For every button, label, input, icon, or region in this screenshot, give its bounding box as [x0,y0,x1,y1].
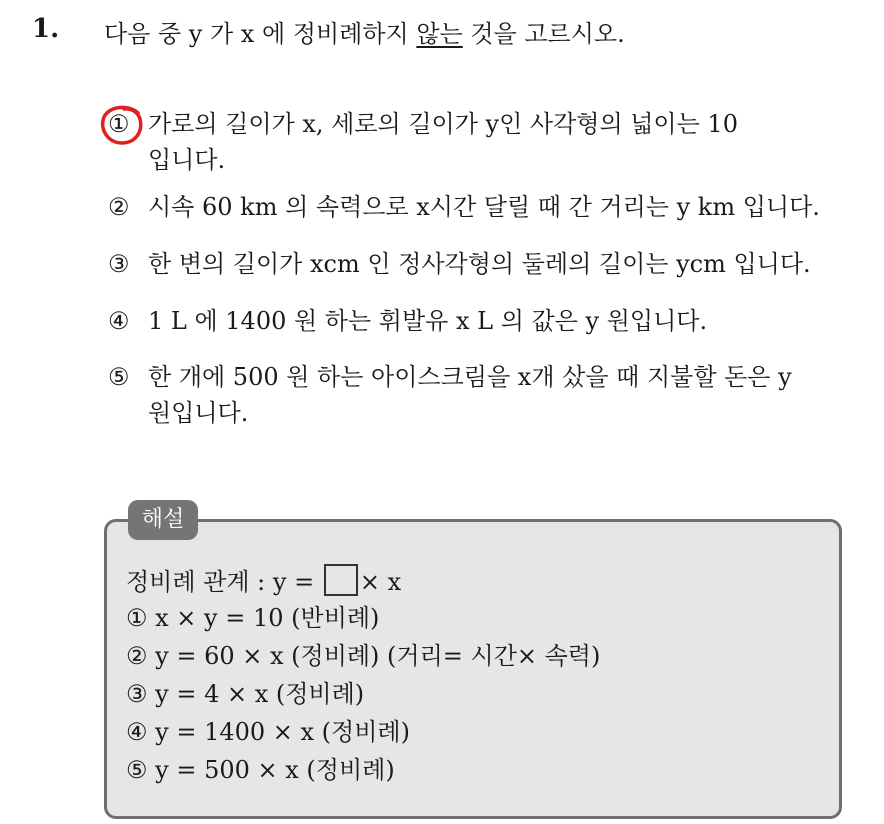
choice-2-line1: 시속 60 km 의 속력으로 x시간 달릴 때 간 거리는 y km 입니다. [148,193,820,221]
choice-2[interactable] [108,189,838,225]
choice-3[interactable] [108,246,838,282]
choice-1-line2: 입니다. [148,146,226,174]
choice-2-mark: ② [108,193,130,221]
question-text-before: 다음 중 y 가 x 에 정비례하지 [104,20,417,48]
question-text [104,14,625,49]
explanation-line-3: ③ y = 4 × x (정비례) [126,680,365,708]
question-underlined-word: 않는 [416,20,463,48]
choice-5[interactable] [108,359,838,431]
question-text-after: 것을 고르시오. [462,20,625,48]
choice-3-mark: ③ [108,250,130,278]
choice-4[interactable] [108,303,838,339]
question-number: 1. [32,14,60,44]
choice-4-mark: ④ [108,307,130,335]
choice-3-line1: 한 변의 길이가 xcm 인 정사각형의 둘레의 길이는 ycm 입니다. [148,250,811,278]
explanation-relation [126,562,401,597]
choice-5-line1: 한 개에 500 원 하는 아이스크림을 x개 샀을 때 지불할 돈은 y [148,363,792,391]
explanation-line-4: ④ y = 1400 × x (정비례) [126,718,410,746]
explanation-line-5: ⑤ y = 500 × x (정비례) [126,756,395,784]
explanation-tab: 해설 [128,500,198,540]
choice-5-mark: ⑤ [108,363,130,391]
explanation-line-2: ② y = 60 × x (정비례) (거리= 시간× 속력) [126,642,601,670]
choice-1[interactable] [108,106,838,178]
relation-suffix: × x [359,568,402,596]
choice-1-mark: ① [108,110,130,138]
choice-1-line1: 가로의 길이가 x, 세로의 길이가 y인 사각형의 넓이는 10 [148,110,738,138]
explanation-line-1: ① x × y = 10 (반비례) [126,604,380,632]
choice-4-line1: 1 L 에 1400 원 하는 휘발유 x L 의 값은 y 원입니다. [148,307,708,335]
choice-5-line2: 원입니다. [148,399,249,427]
relation-prefix: 정비례 관계 : y = [126,568,322,596]
blank-box [324,564,358,596]
answer-circle-icon [98,103,146,147]
